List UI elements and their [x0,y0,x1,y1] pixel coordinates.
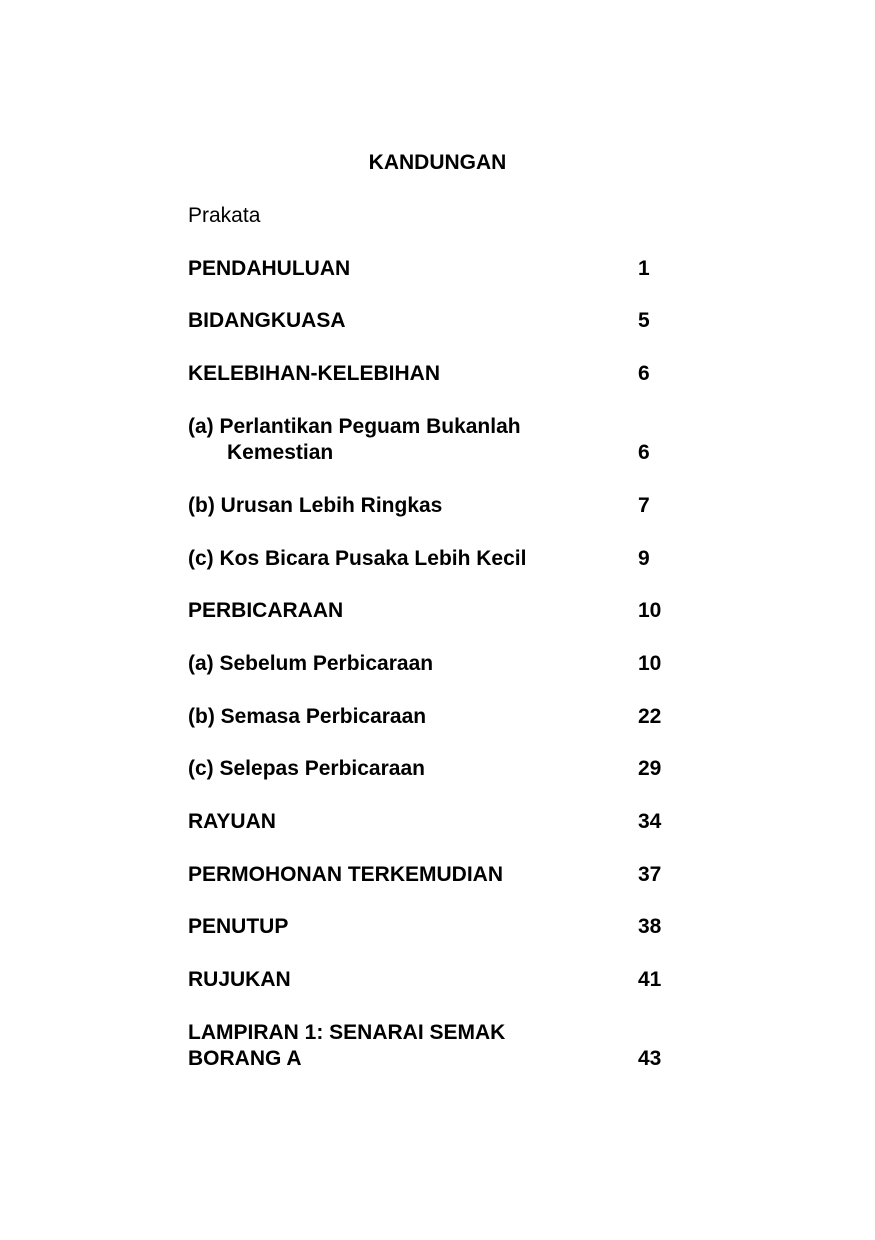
toc-page-number: 5 [638,309,650,332]
toc-label-line1: LAMPIRAN 1: SENARAI SEMAK [188,1021,506,1044]
toc-label: PERMOHONAN TERKEMUDIAN [188,863,503,886]
toc-page-number: 1 [638,257,650,280]
toc-label: (b) Urusan Lebih Ringkas [188,494,443,517]
toc-label: RAYUAN [188,810,276,833]
toc-label-line2: BORANG A [188,1047,302,1070]
toc-page-number: 34 [638,810,662,833]
toc-label: RUJUKAN [188,968,291,991]
toc-page-number: 37 [638,863,662,886]
toc-page-number: 41 [638,968,662,991]
toc-label: (a) Sebelum Perbicaraan [188,652,434,675]
toc-label: PENUTUP [188,915,289,938]
toc-label: (c) Kos Bicara Pusaka Lebih Kecil [188,547,527,570]
toc-page-number: 7 [638,494,650,517]
toc-page-number: 29 [638,757,662,780]
page-title: KANDUNGAN [368,151,507,174]
toc-label: Prakata [188,204,261,227]
toc-label: (b) Semasa Perbicaraan [188,705,427,728]
toc-page-number: 9 [638,547,650,570]
toc-page-number: 6 [638,362,650,385]
toc-label-line2: Kemestian [227,441,334,464]
toc-page-number: 38 [638,915,662,938]
toc-page-number: 6 [638,441,650,464]
toc-label-line1: (a) Perlantikan Peguam Bukanlah [188,415,521,438]
toc-page-number: 10 [638,652,662,675]
toc-page-number: 10 [638,599,662,622]
toc-label: PERBICARAAN [188,599,344,622]
toc-page-number: 43 [638,1047,662,1070]
toc-label: PENDAHULUAN [188,257,351,280]
toc-label: KELEBIHAN-KELEBIHAN [188,362,440,385]
toc-page-number: 22 [638,705,662,728]
toc-label: BIDANGKUASA [188,309,346,332]
toc-label: (c) Selepas Perbicaraan [188,757,425,780]
